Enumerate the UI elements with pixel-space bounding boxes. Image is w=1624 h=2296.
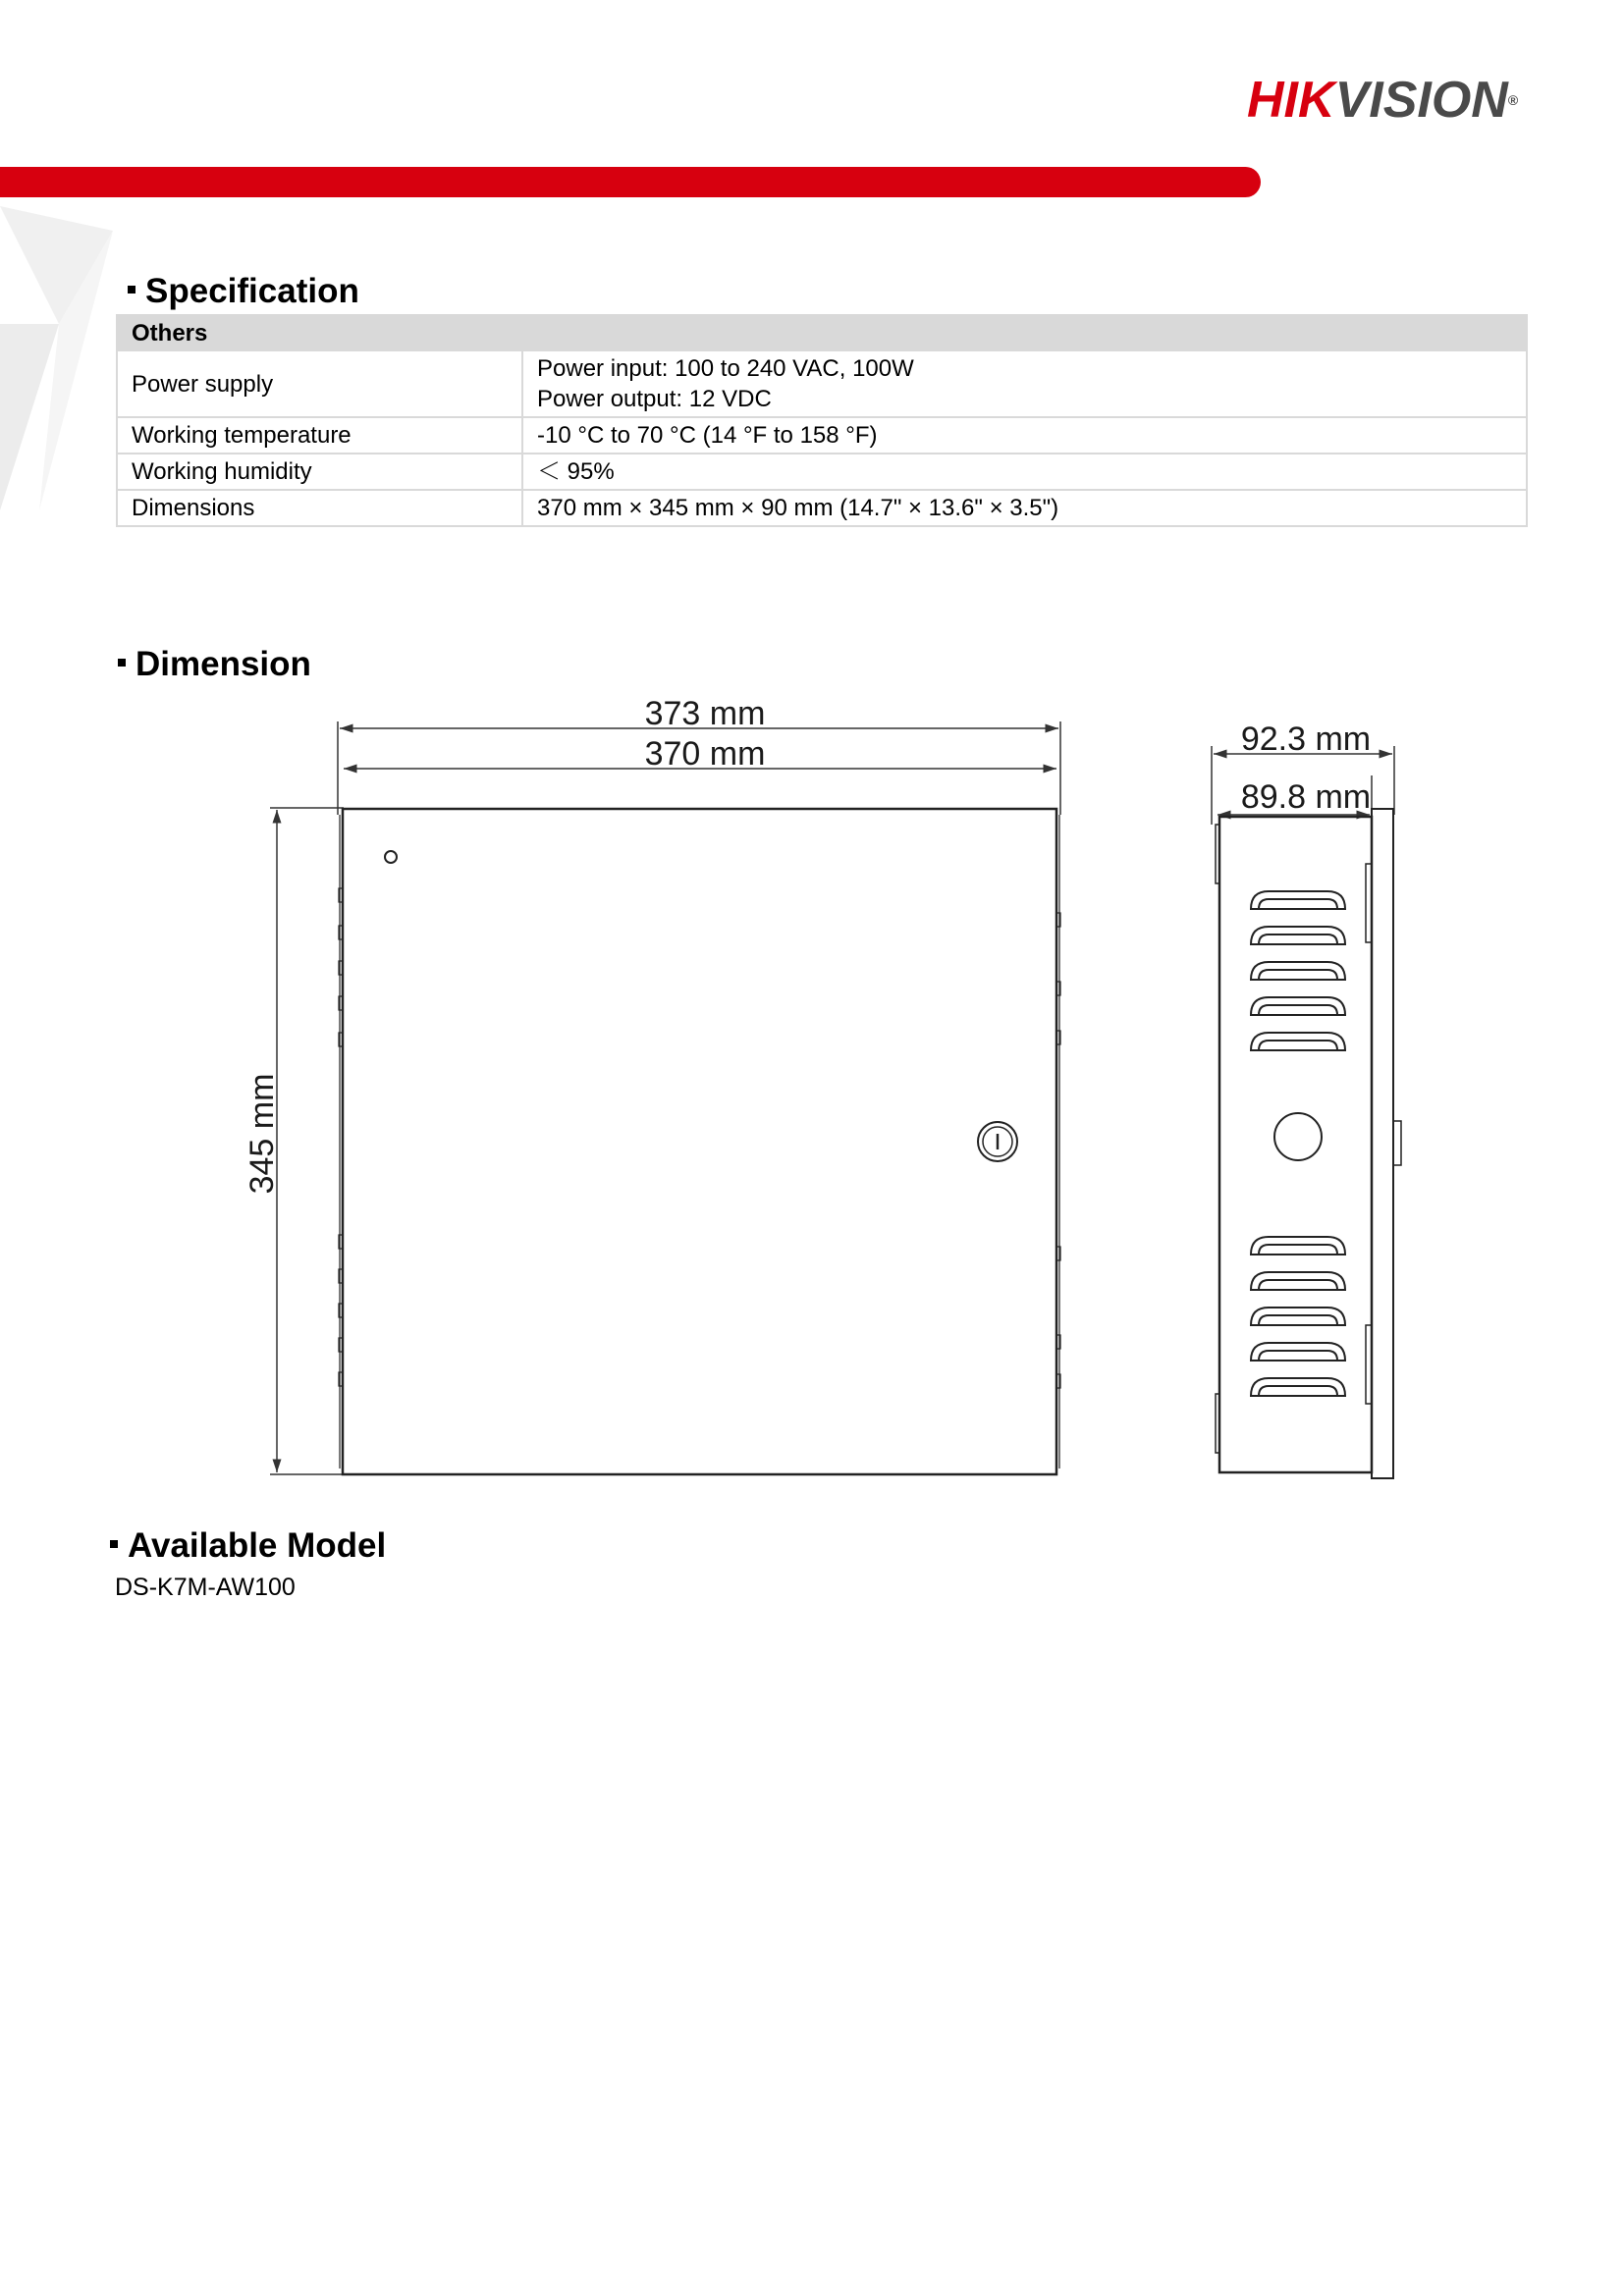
- side-outer-depth-label: 92.3 mm: [1240, 721, 1372, 758]
- screw-icon: [385, 851, 397, 863]
- front-outer-width-label: 373 mm: [644, 695, 766, 732]
- front-height-label: 345 mm: [244, 1073, 281, 1195]
- spec-label: Working temperature: [117, 417, 522, 454]
- vent-slots: [1251, 891, 1345, 1396]
- spec-label: Dimensions: [117, 490, 522, 526]
- front-view-box: [339, 809, 1060, 1474]
- specification-heading: Specification: [128, 272, 359, 311]
- spec-label: Working humidity: [117, 454, 522, 490]
- spec-value: Power input: 100 to 240 VAC, 100W Power output: 12 VDC: [522, 350, 1527, 417]
- front-height-dimension: [270, 808, 344, 1474]
- spec-label: Power supply: [117, 350, 522, 417]
- bullet-icon: [110, 1540, 118, 1548]
- dimension-heading: Dimension: [118, 645, 311, 684]
- spec-value: -10 °C to 70 °C (14 °F to 158 °F): [522, 417, 1527, 454]
- spec-value: 370 mm × 345 mm × 90 mm (14.7" × 13.6" × 3.5"): [522, 490, 1527, 526]
- available-model-heading: Available Model: [110, 1526, 386, 1566]
- spec-value: ＜ 95%: [522, 454, 1527, 490]
- spec-group-label: Others: [117, 315, 1527, 350]
- knockout-hole-icon: [1274, 1113, 1322, 1160]
- hikvision-logo: HIKVISION®: [1247, 72, 1519, 129]
- lock-icon: [978, 1122, 1017, 1161]
- side-inner-depth-label: 89.8 mm: [1240, 778, 1372, 816]
- model-number: DS-K7M-AW100: [115, 1574, 296, 1601]
- front-inner-width-label: 370 mm: [644, 735, 766, 773]
